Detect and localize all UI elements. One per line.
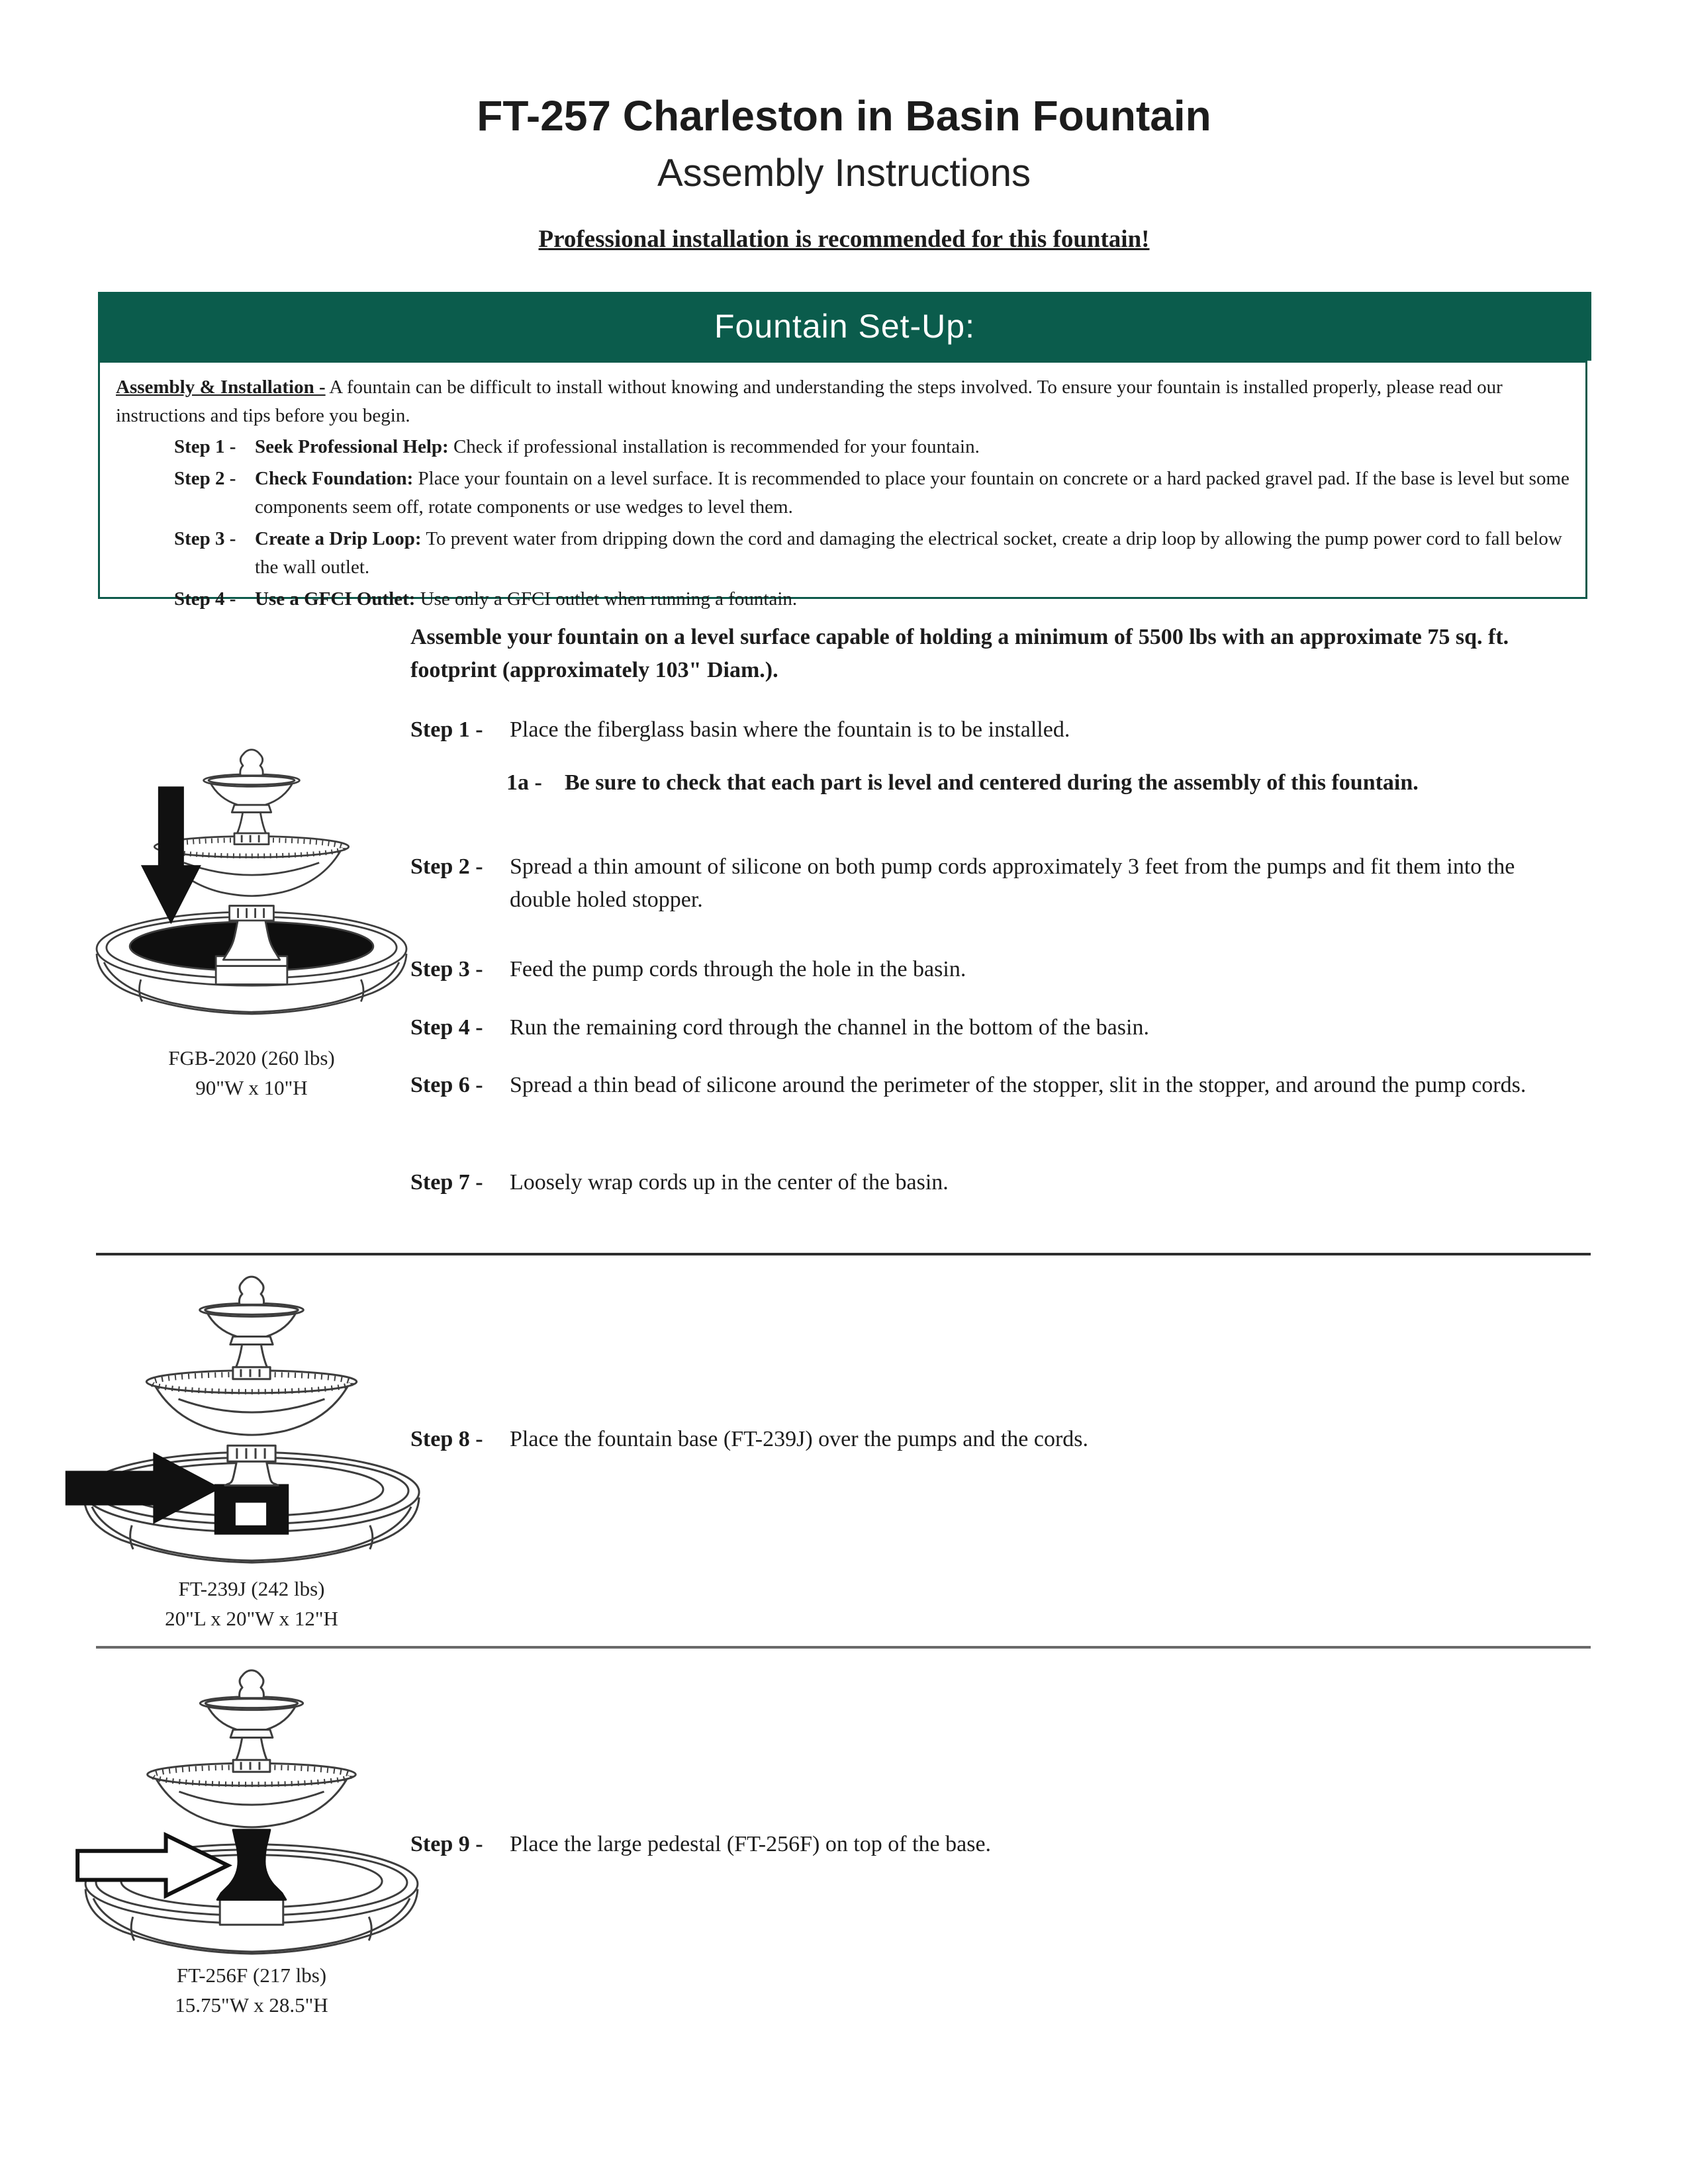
step-number: Step 4 - (410, 1015, 483, 1040)
section-divider (96, 1646, 1591, 1649)
step-number: Step 1 - (410, 717, 483, 742)
setup-step-number: Step 2 - (174, 468, 236, 489)
setup-step-text: To prevent water from dripping down the cord and damaging the electrical socket, create a drip loop by allowing the pump power cord to fall below the wall outlet. (255, 528, 1562, 578)
page-subtitle: Assembly Instructions (657, 152, 1031, 195)
figure-fountain-base (63, 1261, 440, 1567)
step-text: Place the fountain base (FT-239J) over the pumps and the cords. (510, 1427, 1089, 1451)
assembly-step-6 (410, 1069, 1536, 1102)
step-text: Spread a thin bead of silicone around the perimeter of the stopper, slit in the stopper, and around the pump cords. (510, 1073, 1526, 1097)
assembly-step-2 (410, 850, 1536, 917)
setup-step-label: Create a Drip Loop: (255, 528, 422, 549)
step-number: Step 6 - (410, 1073, 483, 1097)
page-title: FT-257 Charleston in Basin Fountain (477, 92, 1211, 140)
setup-intro-text: A fountain can be difficult to install without knowing and understanding the steps involved. To ensure your fountain is installed properly, please read our instructions and tips before you begin. (116, 377, 1503, 426)
step-number: Step 2 - (410, 854, 483, 879)
step-number: Step 3 - (410, 957, 483, 981)
figure-model: FT-239J (242 lbs) (178, 1577, 325, 1600)
setup-step-number: Step 4 - (174, 588, 236, 610)
setup-step-label: Seek Professional Help: (255, 436, 449, 457)
setup-step (174, 465, 1570, 522)
setup-header-bar: Fountain Set-Up: (98, 292, 1591, 361)
assembly-step-1 (410, 713, 1536, 747)
fountain-drawing (97, 750, 406, 1014)
figure-model: FGB-2020 (260 lbs) (168, 1046, 335, 1069)
step-text: Place the fiberglass basin where the fountain is to be installed. (510, 717, 1070, 742)
assembly-step-8 (410, 1423, 1536, 1456)
figure-large-pedestal (63, 1655, 440, 1958)
setup-step-number: Step 1 - (174, 436, 236, 457)
figure-caption (63, 1574, 440, 1633)
setup-step-number: Step 3 - (174, 528, 236, 549)
figure-basin-fountain (79, 718, 424, 1034)
figure-caption (63, 1960, 440, 2020)
figure-model: FT-256F (217 lbs) (176, 1964, 327, 1987)
assembly-intro: Assemble your fountain on a level surface capable of holding a minimum of 5500 lbs with an approximate 75 sq. ft. footprint (approximately 103" Diam.). (410, 625, 1509, 682)
setup-step (174, 525, 1570, 582)
step-text: Be sure to check that each part is level and centered during the assembly of this fountain. (565, 770, 1419, 795)
setup-step-text: Check if professional installation is recommended for your fountain. (453, 436, 980, 457)
assembly-step-3 (410, 953, 1536, 986)
setup-step-text: Use only a GFCI outlet when running a fountain. (420, 588, 798, 610)
setup-step-label: Use a GFCI Outlet: (255, 588, 416, 610)
figure-dimensions: 90"W x 10"H (195, 1076, 308, 1099)
fountain-drawing (84, 1277, 419, 1563)
setup-step (174, 585, 1570, 614)
figure-dimensions: 20"L x 20"W x 12"H (165, 1607, 338, 1630)
figure-caption (66, 1043, 437, 1103)
setup-step-text: Place your fountain on a level surface. It is recommended to place your fountain on concrete or a hard packed gravel pad. If the base is level but some components seem off, rotate components or use wedges to level them. (255, 468, 1570, 518)
step-number: Step 7 - (410, 1170, 483, 1195)
setup-intro (116, 373, 1570, 430)
assembly-step-7 (410, 1166, 1536, 1199)
assembly-step-1a (506, 766, 1513, 799)
step-text: Spread a thin amount of silicone on both pump cords approximately 3 feet from the pumps and fit them into the double holed stopper. (510, 854, 1515, 912)
tagline: Professional installation is recommended for this fountain! (538, 226, 1150, 253)
step-number: 1a - (506, 770, 542, 795)
figure-dimensions: 15.75"W x 28.5"H (175, 1993, 328, 2017)
step-number: Step 8 - (410, 1427, 483, 1451)
setup-step-label: Check Foundation: (255, 468, 414, 489)
fountain-drawing (85, 1670, 418, 1954)
assembly-step-9 (410, 1828, 1536, 1861)
step-text: Loosely wrap cords up in the center of the basin. (510, 1170, 949, 1195)
step-number: Step 9 - (410, 1832, 483, 1856)
setup-box (98, 361, 1587, 610)
setup-step (174, 433, 1570, 461)
step-text: Feed the pump cords through the hole in the basin. (510, 957, 966, 981)
setup-steps (174, 433, 1570, 614)
step-text: Place the large pedestal (FT-256F) on top of the base. (510, 1832, 992, 1856)
setup-intro-label: Assembly & Installation - (116, 377, 326, 398)
assembly-step-4 (410, 1011, 1536, 1044)
section-divider (96, 1253, 1591, 1255)
step-text: Run the remaining cord through the channel in the bottom of the basin. (510, 1015, 1149, 1040)
